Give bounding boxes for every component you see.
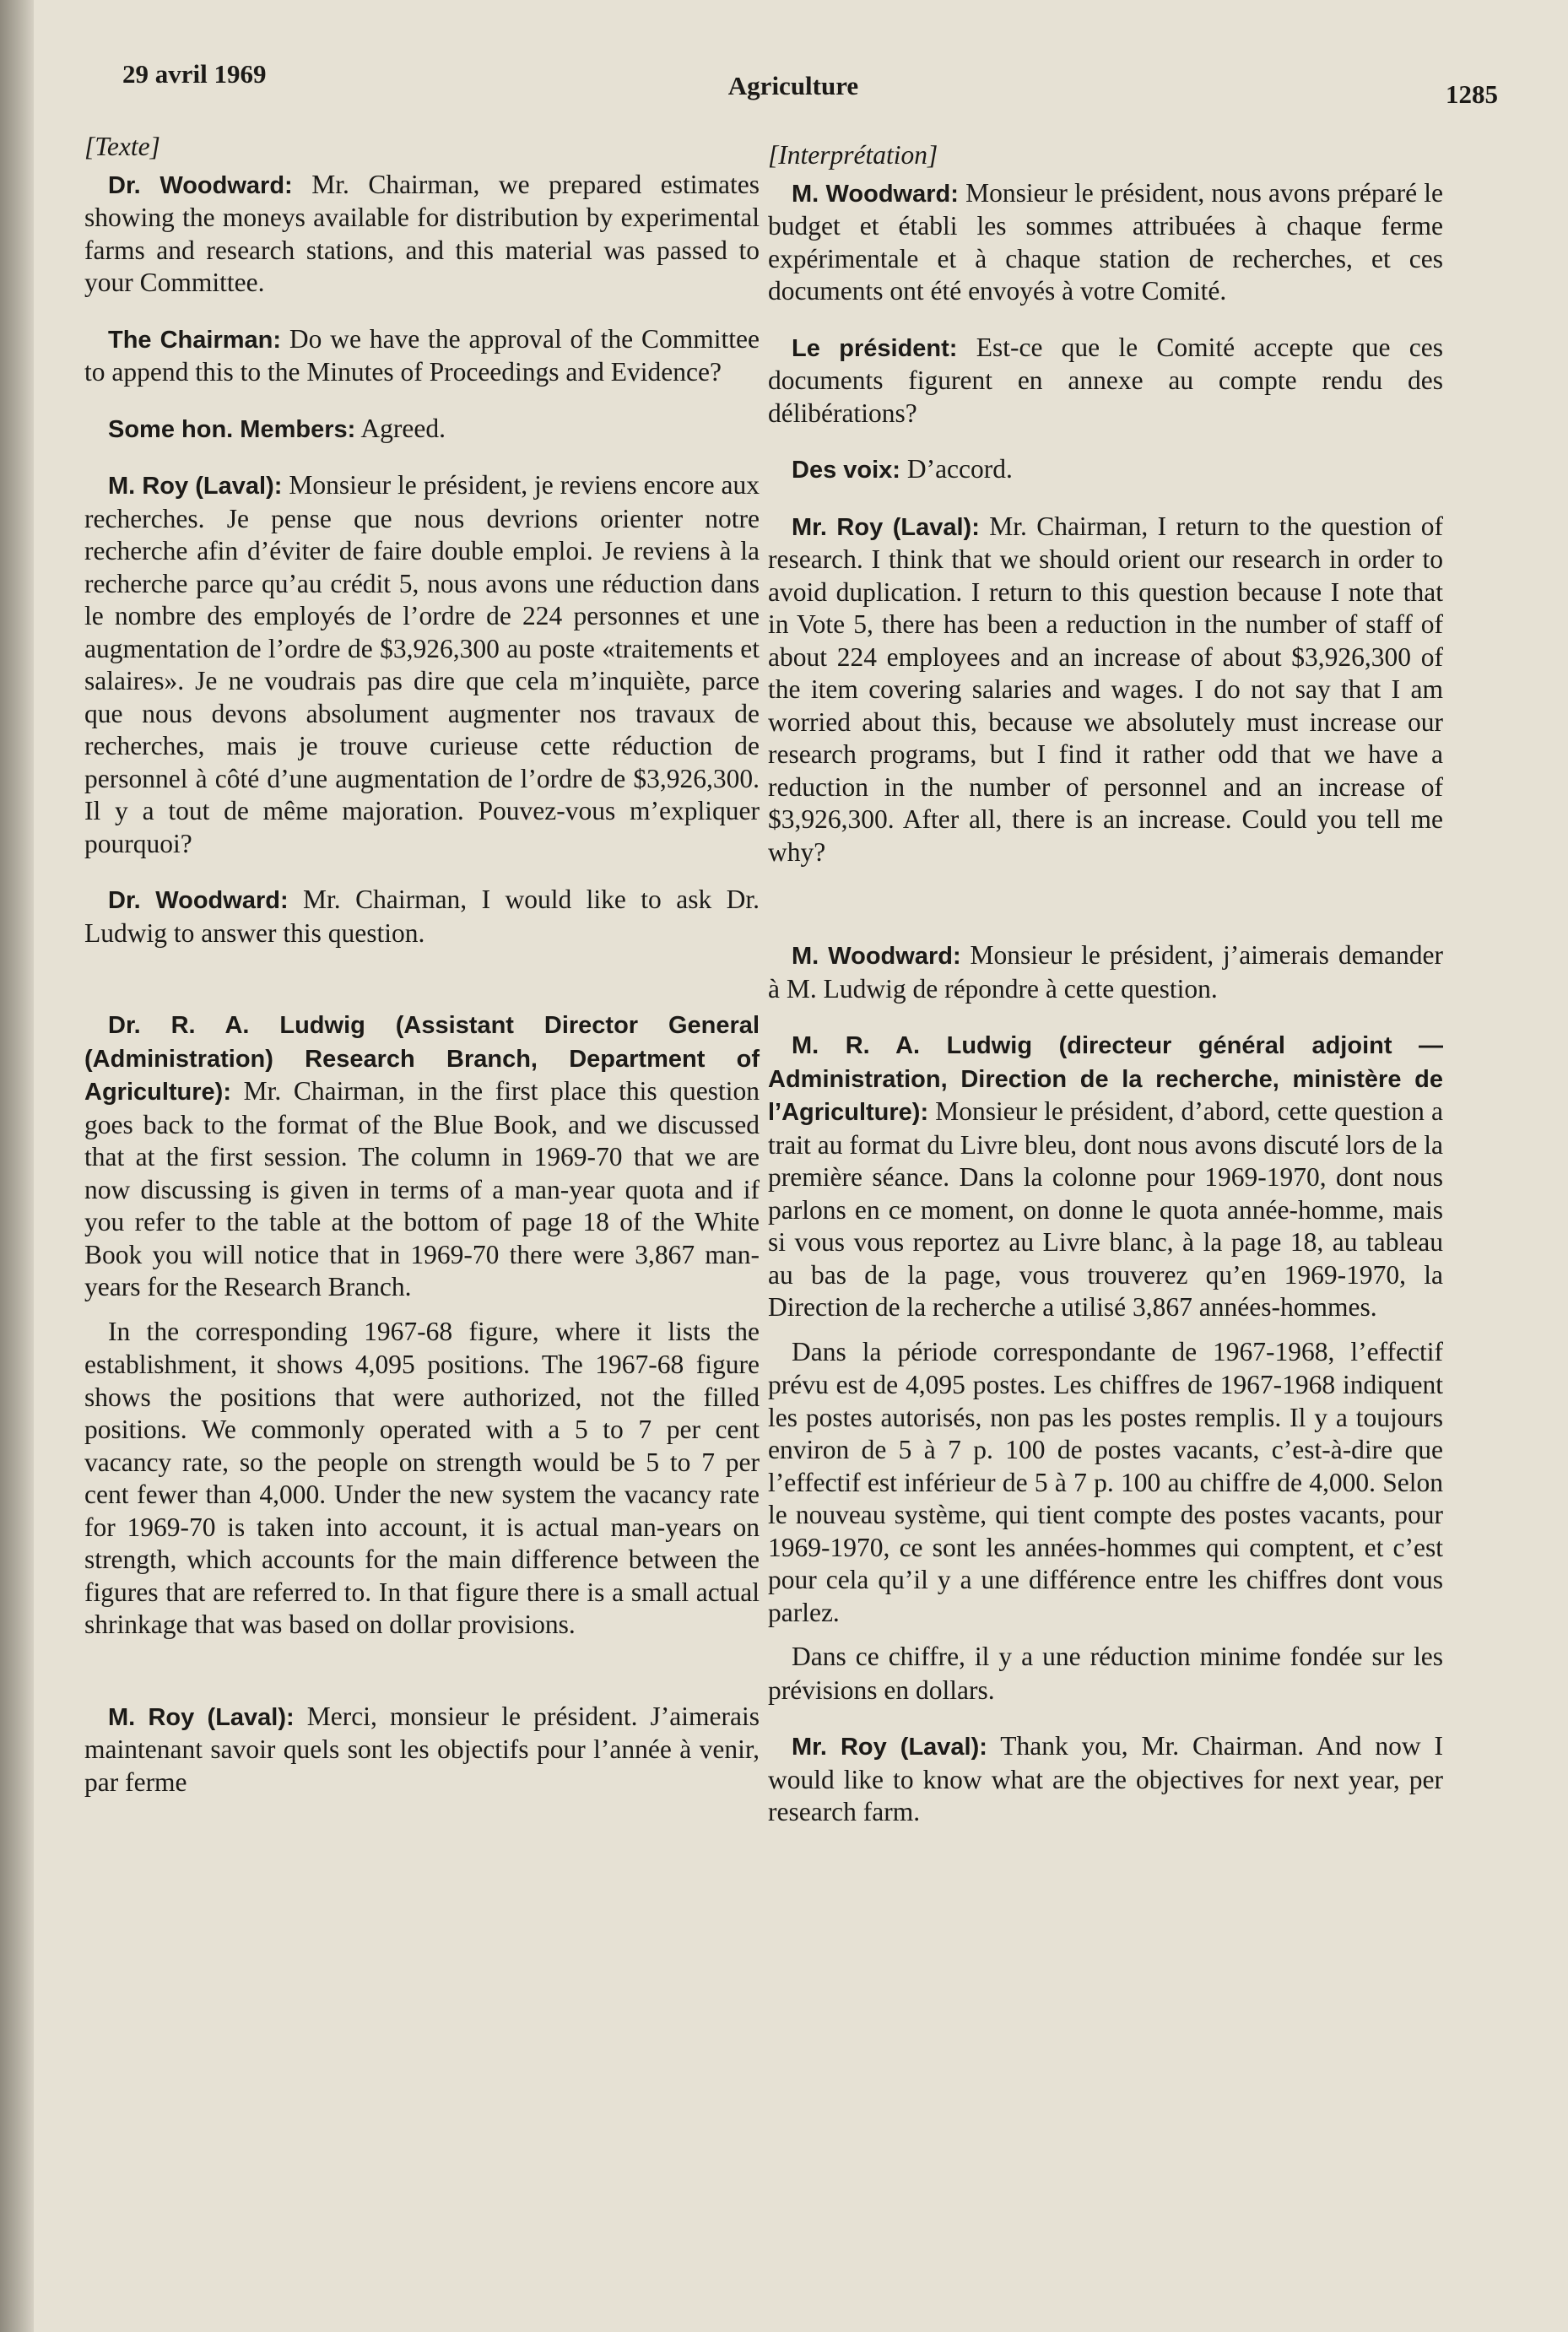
paragraph: [84, 884, 760, 950]
spacer: [84, 973, 760, 1009]
speaker: The Chairman:: [108, 326, 282, 354]
page-number: 1285: [1446, 79, 1498, 109]
speaker: Mr. Roy (Laval):: [792, 513, 980, 541]
speaker: Le président:: [792, 334, 958, 362]
paragraph: [768, 177, 1443, 308]
paragraph: [768, 511, 1443, 869]
paragraph: [768, 1641, 1443, 1707]
speech: Dans la période correspondante de 1967-1968, l’effectif prévu est de 4,095 postes. Les chiffres de 1967-1968 indiquent les postes autorisés, non pas les postes remplis. Il y a toujours environ de 5 à 7 p. 100 de postes vacants, c’est-à-dire que l’effectif est inférieur de 5 à 7 p. 100 au chiffre de 4,000. Selon le nouveau système, qui tient compte des postes vacants, pour 1969-1970, ce sont les années-hommes qui comptent, et c’est pour cela qu’il y a une différence entre les chiffres dont vous parlez.: [768, 1336, 1443, 1627]
header-title: Agriculture: [727, 71, 859, 100]
paragraph: [768, 332, 1443, 430]
speech: Merci, monsieur le président. J’aimerais maintenant savoir quels sont les objectifs pour l’année à venir, par ferme: [84, 1701, 760, 1797]
speech: In the corresponding 1967-68 figure, where it lists the establishment, it shows 4,095 positions. The 1967-68 figure shows the positions that were authorized, not the filled positions. We commonly operated with a 5 to 7 per cent vacancy rate, so the people on strength would be 5 to 7 per cent fewer than 4,000. Under the new system the vacancy rate for 1969-70 is taken into account, it is actual man-years on strength, which accounts for the main difference between the figures that are referred to. In that figure there is a small actual shrinkage that was based on dollar provisions.: [84, 1316, 760, 1639]
speech: D’accord.: [900, 454, 1013, 484]
paragraph: [84, 469, 760, 860]
speech: Mr. Chairman, I return to the question of research. I think that we should orient our research in order to avoid duplication. I return to this question because I note that in Vote 5, there has been a reduction in the number of staff of about 224 employees and an increase of about $3,926,300 of the item covering salaries and wages. I do not say that I am worried about this, because we absolutely must increase our research programs, but I find it rather odd that we have a reduction in the number of personnel and an increase of $3,926,300. After all, there is an increase. Could you tell me why?: [768, 511, 1443, 867]
speaker: Some hon. Members:: [108, 415, 356, 443]
paragraph: [768, 939, 1443, 1005]
paragraph: [84, 1009, 760, 1304]
speech: Thank you, Mr. Chairman. And now I would like to know what are the objectives for next year, per research farm.: [768, 1731, 1443, 1826]
speech: Mr. Chairman, in the first place this question goes back to the format of the Blue Book, and we discussed that at the first session. The column in 1969-70 that we are now discussing is given in terms of a man-year quota and if you refer to the table at the bottom of page 18 of the White Book you will notice that in 1969-70 there were 3,867 man-years for the Research Branch.: [84, 1076, 760, 1301]
speaker: M. Woodward:: [792, 180, 959, 208]
speech: Agreed.: [355, 413, 446, 443]
speaker: Dr. R. A. Ludwig (Assistant Director General (Administration) Research Branch, Department of Agriculture):: [84, 1012, 760, 1106]
speaker: Dr. Woodward:: [108, 887, 289, 914]
left-column-label: [Texte]: [84, 132, 160, 161]
speech: Mr. Chairman, I would like to ask Dr. Ludwig to answer this question.: [84, 885, 760, 948]
header-date: 29 avril 1969: [122, 59, 267, 89]
speaker: M. Roy (Laval):: [108, 1703, 295, 1731]
paragraph: [84, 323, 760, 389]
paragraph: [768, 453, 1443, 487]
paragraph: [768, 1336, 1443, 1630]
paragraph: [768, 1029, 1443, 1324]
paragraph: [84, 413, 760, 446]
speech: Monsieur le président, d’abord, cette question a trait au format du Livre bleu, dont nous avons discuté lors de la première séance. Dans la colonne pour 1969-1970, dont nous parlons en ce moment, on donne le quota année-homme, mais si vous vous reportez au Livre blanc, à la page 18, au tableau au bas de la page, vous trouverez qu’en 1969-1970, la Direction de la recherche a utilisé 3,867 années-hommes.: [768, 1096, 1443, 1322]
speaker: M. R. A. Ludwig (directeur général adjoint —Administration, Direction de la recherche, ministère de l’Agriculture):: [768, 1032, 1443, 1126]
speech: Dans ce chiffre, il y a une réduction minime fondée sur les prévisions en dollars.: [768, 1642, 1443, 1705]
speech: Monsieur le président, j’aimerais demander à M. Ludwig de répondre à cette question.: [768, 940, 1444, 1004]
running-head: [89, 59, 1498, 110]
left-column-text: [84, 131, 760, 1822]
speaker: Dr. Woodward:: [108, 171, 293, 199]
paragraph: [84, 1316, 760, 1642]
speech: Est-ce que le Comité accepte que ces documents figurent en annexe au compte rendu des délibérations?: [768, 332, 1443, 428]
paragraph: [84, 1701, 760, 1799]
speaker: M. Roy (Laval):: [108, 473, 283, 500]
speech: Do we have the approval of the Committee to append this to the Minutes of Proceedings and Evidence?: [84, 323, 760, 387]
spacer: [768, 892, 1443, 939]
paragraph: [768, 1730, 1443, 1829]
speech: Monsieur le président, nous avons préparé le budget et établi les sommes attribuées à chaque ferme expérimentale et à chaque station de recherches, et ces documents ont été envoyés à votre Comité.: [768, 177, 1444, 306]
speaker: Des voix:: [792, 457, 900, 484]
speech: Monsieur le président, je reviens encore aux recherches. Je pense que nous devrions orienter notre recherche afin d’éviter de faire double emploi. Je reviens à la recherche parce qu’au crédit 5, nous avons une réduction dans le nombre des employés de l’ordre de 224 personnes et une augmentation de l’ordre de $3,926,300 au poste «traitements et salaires». Je ne voudrais pas dire que cela m’inquiète, parce que nous devons absolument augmenter nos travaux de recherches, mais je trouve curieuse cette réduction de personnel à côté d’une augmentation de l’ordre de $3,926,300. Il y a tout de même majoration. Pouvez-vous m’expliquer pourquoi?: [84, 470, 760, 858]
right-column-text: [768, 139, 1443, 1853]
speech: Mr. Chairman, we prepared estimates showing the moneys available for distribution by experimental farms and research stations, and this material was passed to your Committee.: [84, 169, 760, 297]
speaker: M. Woodward:: [792, 943, 961, 970]
spacer: [84, 1665, 760, 1701]
book-gutter: [0, 0, 34, 2332]
right-column-label: [Interprétation]: [768, 140, 938, 170]
paragraph: [84, 169, 760, 300]
speaker: Mr. Roy (Laval):: [792, 1734, 987, 1761]
